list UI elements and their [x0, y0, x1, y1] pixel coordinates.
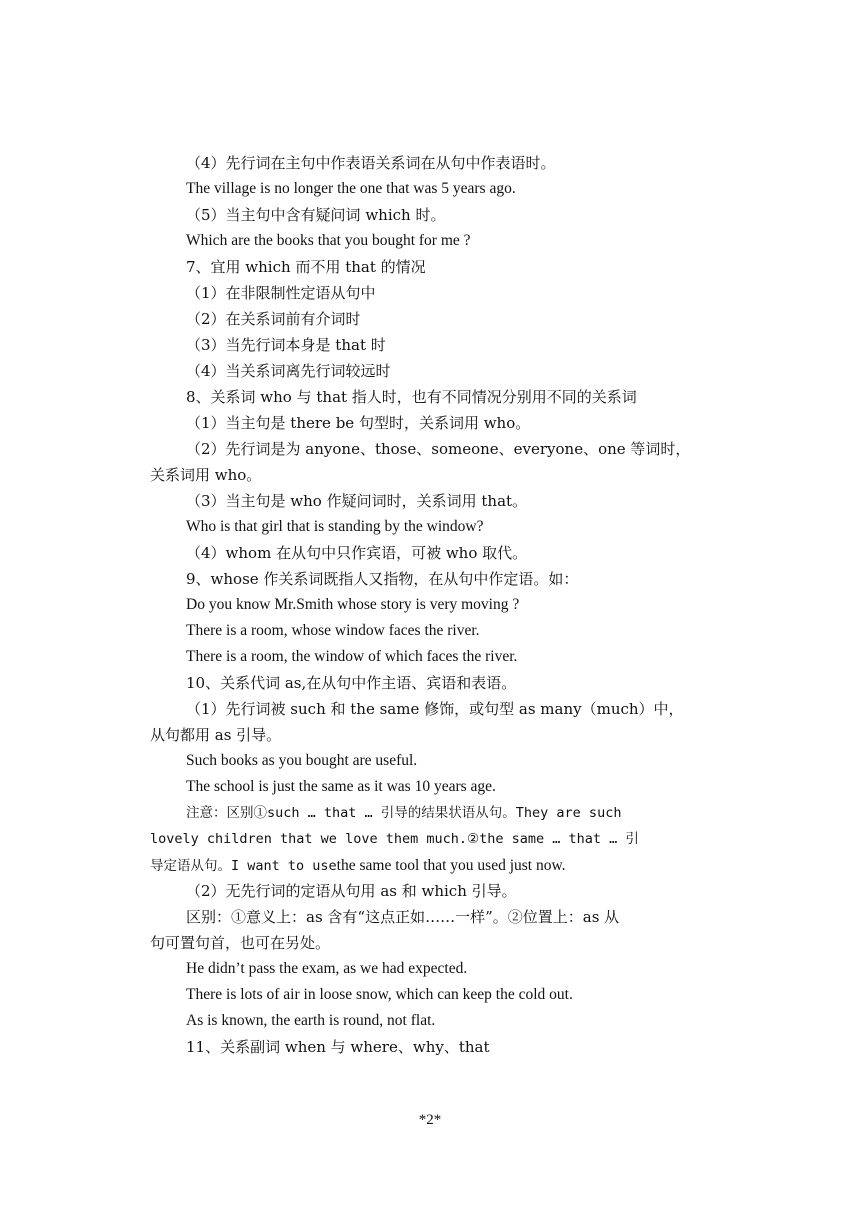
text-line: 9、whose 作关系词既指人又指物，在从句中作定语。如： — [186, 570, 579, 588]
text-line: （3）当主句是 who 作疑问词时，关系词用 that。 — [186, 492, 528, 510]
text-line: 11、关系副词 when 与 where、why、that — [186, 1038, 490, 1056]
text-segment: 导定语从句。I want to use — [150, 858, 337, 874]
text-line: Do you know Mr.Smith whose story is very moving ? — [186, 596, 520, 613]
text-line: Which are the books that you bought for me ? — [186, 232, 471, 249]
page-number: *2* — [418, 1112, 442, 1128]
text-line: 区别：①意义上：as 含有“这点正如……一样”。②位置上：as 从 — [186, 908, 620, 926]
text-segment: the same tool that you used just now. — [336, 857, 566, 874]
text-line: There is a room, the window of which faces the river. — [186, 648, 518, 665]
text-line: 7、宜用 which 而不用 that 的情况 — [186, 258, 426, 276]
text-line: （5）当主句中含有疑问词 which 时。 — [186, 206, 446, 224]
text-line: The village is no longer the one that was 5 years ago. — [186, 180, 516, 197]
text-line: （3）当先行词本身是 that 时 — [186, 336, 386, 354]
text-line: lovely children that we love them much.②the same … that … 引 — [150, 831, 639, 847]
text-line: There is a room, whose window faces the river. — [186, 622, 480, 639]
text-line: （2）先行词是为 anyone、those、someone、everyone、one 等词时， — [186, 440, 691, 458]
text-line: （1）在非限制性定语从句中 — [186, 284, 376, 302]
text-line: The school is just the same as it was 10 years age. — [186, 778, 496, 795]
text-line: （1）先行词被 such 和 the same 修饰，或句型 as many（much）中， — [186, 700, 684, 718]
text-line: 句可置句首，也可在另处。 — [150, 934, 331, 952]
text-line: （1）当主句是 there be 句型时，关系词用 who。 — [186, 414, 531, 432]
text-line: 注意：区别①such … that … 引导的结果状语从句。They are such — [186, 805, 622, 821]
text-line: （4）whom 在从句中只作宾语，可被 who 取代。 — [186, 544, 528, 562]
text-line: （2）在关系词前有介词时 — [186, 310, 361, 328]
text-line: 10、关系代词 as,在从句中作主语、宾语和表语。 — [186, 674, 517, 692]
text-line: （4）先行词在主句中作表语关系词在从句中作表语时。 — [186, 154, 556, 172]
text-line: He didn’t pass the exam, as we had expected. — [186, 960, 468, 977]
text-line: 从句都用 as 引导。 — [150, 726, 282, 744]
text-line: 关系词用 who。 — [150, 466, 262, 484]
text-line: There is lots of air in loose snow, which can keep the cold out. — [186, 986, 573, 1003]
text-line: 8、关系词 who 与 that 指人时，也有不同情况分别用不同的关系词 — [186, 388, 637, 406]
text-line — [150, 852, 712, 879]
text-line: Who is that girl that is standing by the window? — [186, 518, 484, 535]
text-line: （2）无先行词的定语从句用 as 和 which 引导。 — [186, 882, 517, 900]
text-line: （4）当关系词离先行词较远时 — [186, 362, 391, 380]
text-line: As is known, the earth is round, not flat. — [186, 1012, 436, 1029]
text-line: Such books as you bought are useful. — [186, 752, 418, 769]
